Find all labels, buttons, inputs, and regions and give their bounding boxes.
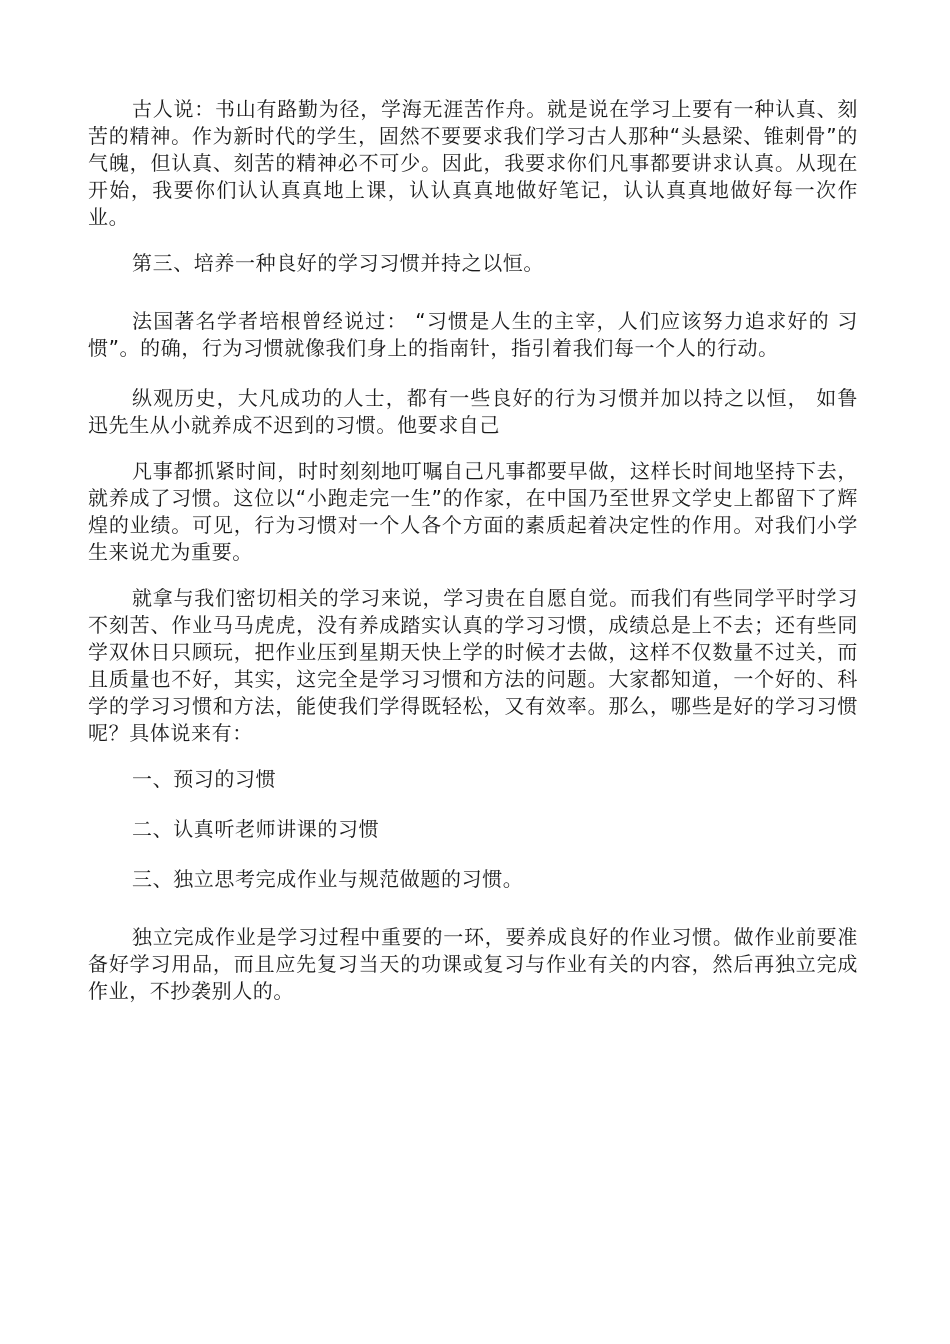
paragraph-learning-habits: 就拿与我们密切相关的学习来说，学习贵在自愿自觉。而我们有些同学平时学习不刻苦、作业马马虎虎，没有养成踏实认真的学习习惯，成绩总是上不去；还有些同学双休日只顾玩，把作业压到星期天快上学的时候才去做，这样不仅数量不过关，而且质量也不好，其实，这完全是学习习惯和方法的问题。大家都知道，一个好的、科学的学习习惯和方法，能使我们学得既轻松，又有效率。那么，哪些是好的学习习惯呢？具体说来有：: [88, 586, 858, 745]
paragraph-history-lu-xun: 纵观历史，大凡成功的人士，都有一些良好的行为习惯并加以持之以恒， 如鲁迅先生从小就养成不迟到的习惯。他要求自己: [88, 386, 858, 437]
paragraph-study-diligence: 古人说：书山有路勤为径，学海无涯苦作舟。就是说在学习上要有一种认真、刻苦的精神。作为新时代的学生，固然不要要求我们学习古人那种“头悬梁、锥刺骨”的气魄，但认真、刻苦的精神必不可少。因此，我要求你们凡事都要讲求认真。从现在开始，我要你们认认真真地上课，认认真真地做好笔记，认认真真地做好每一次作业。: [88, 97, 858, 229]
document-body: [88, 96, 858, 1005]
paragraph-bacon-quote: 法国著名学者培根曾经说过： “习惯是人生的主宰，人们应该努力追求好的 习惯”。的确，行为习惯就像我们身上的指南针，指引着我们每一个人的行动。: [88, 309, 858, 360]
list-item-independent-thinking-habit: 三、独立思考完成作业与规范做题的习惯。: [132, 867, 524, 891]
list-item-listening-habit: 二、认真听老师讲课的习惯: [132, 817, 380, 841]
paragraph-third-point: 第三、培养一种良好的学习习惯并持之以恒。: [132, 251, 544, 275]
paragraph-habit-formed: 凡事都抓紧时间，时时刻刻地叮嘱自己凡事都要早做，这样长时间地坚持下去，就养成了习惯。这位以“小跑走完一生”的作家，在中国乃至世界文学史上都留下了辉煌的业绩。可见，行为习惯对一个人各个方面的素质起着决定性的作用。对我们小学生来说尤为重要。: [88, 459, 858, 564]
paragraph-homework: 独立完成作业是学习过程中重要的一环，要养成良好的作业习惯。做作业前要准备好学习用品，而且应先复习当天的功课或复习与作业有关的内容，然后再独立完成作业，不抄袭别人的。: [88, 925, 858, 1003]
list-item-preview-habit: 一、预习的习惯: [132, 767, 277, 791]
